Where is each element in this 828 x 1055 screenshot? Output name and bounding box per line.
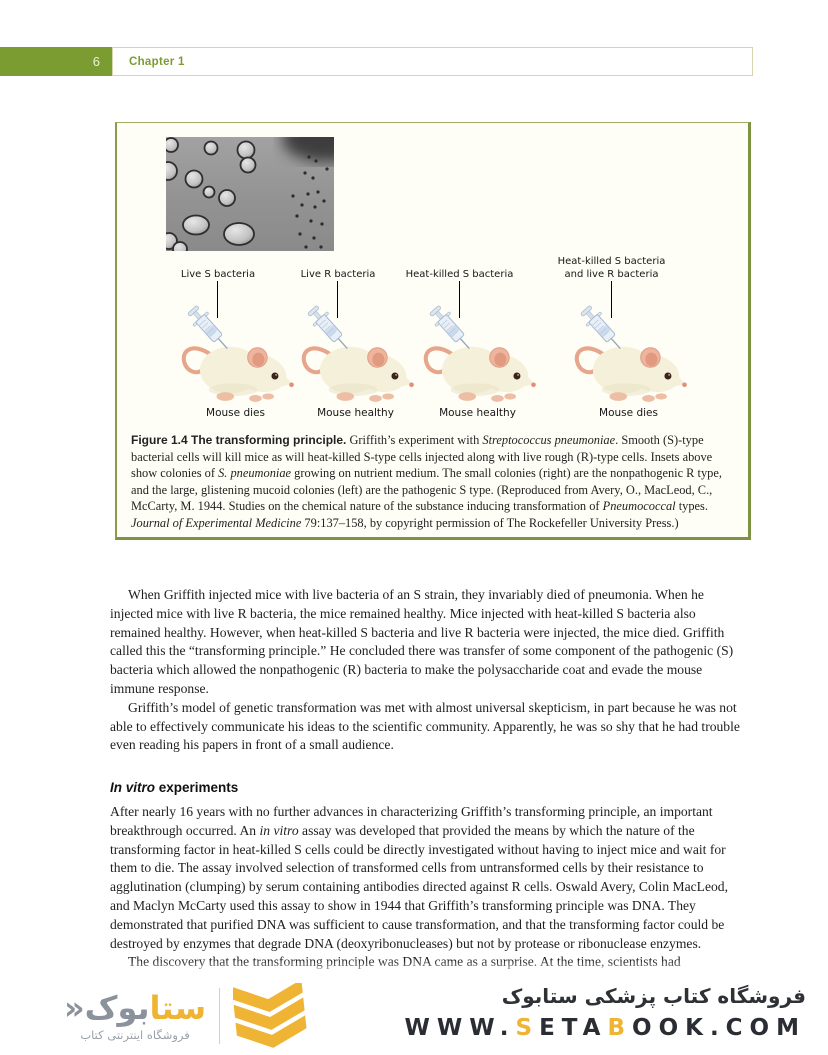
logo-tagline: فروشگاه اینترنتی کتاب bbox=[80, 1027, 190, 1042]
section-heading: In vitro experiments bbox=[110, 780, 239, 796]
injection-label: Live R bacteria bbox=[300, 268, 376, 280]
page-number: 6 bbox=[92, 54, 100, 69]
url-part: ETA bbox=[539, 1015, 608, 1041]
outcome-label: Mouse dies bbox=[599, 407, 658, 419]
paragraph: When Griffith injected mice with live bacteria of an S strain, they invariably died of pneumonia. When he injected mice with live R bacteria, the mice remained healthy. Mice injected with heat-killed S bacteria also remained healthy. However, when heat-killed S bacteria and live R bacteria were injected, the mice died. Griffith called this the “transforming principle.” He concluded there was transfer of some component of the pathogenic (S) bacteria which allowed the nonpathogenic (R) bacteria to make the polysaccharide coat and evade the mouse immune response. bbox=[110, 587, 734, 696]
figure-caption-lead: Figure 1.4 The transforming principle. bbox=[131, 433, 347, 447]
outcome-label: Mouse dies bbox=[206, 407, 265, 419]
mouse-illustration bbox=[173, 302, 298, 414]
url-part-yellow: S bbox=[515, 1015, 540, 1041]
injection-label: Heat-killed S bacteria bbox=[405, 268, 514, 280]
brand-name bbox=[64, 988, 207, 1027]
pointer-line bbox=[459, 281, 460, 318]
page-number-block bbox=[0, 47, 113, 76]
brand-part-gray: بوک bbox=[84, 988, 150, 1027]
injection-label: Live S bacteria bbox=[180, 268, 256, 280]
chapter-title: Chapter 1 bbox=[129, 55, 185, 68]
pointer-line bbox=[611, 281, 612, 318]
brand-part-yellow: ستا bbox=[149, 988, 207, 1027]
injection-label: Heat-killed S bacteria and live R bacteria bbox=[557, 256, 666, 280]
paragraph: After nearly 16 years with no further advances in characterizing Griffith’s transforming principle, an important breakthrough occurred. An in vitro assay was developed that provided the means by which the nature of the transforming factor in heat-killed S cells could be directly investigated without having to inject mice and wait for them to die. The assay involved selection of transformed cells from untransformed cells by their resistance to agglutination (clumping) by serum containing antibodies directed against R cells. Oswald Avery, Colin MacLeod, and Maclyn McCarty used this assay to show in 1944 that Griffith’s transforming principle was DNA. They demonstrated that purified DNA was sufficient to cause transformation, and that the transforming factor could be destroyed by enzymes that degrade DNA (deoxyribonucleases) but not by protease or ribonuclease enzymes. bbox=[110, 803, 728, 951]
url-part-yellow: B bbox=[607, 1015, 633, 1041]
figure-column bbox=[524, 251, 699, 425]
url-part: OOK.COM bbox=[632, 1015, 806, 1041]
body-text bbox=[110, 586, 748, 972]
figure-caption-text: Griffith’s experiment with Streptococcus pneumoniae. Smooth (S)-type bacterial cells will kill mice as will heat-killed S-type cells injected along with live rough (R)-type cells. Insets above show colonies of S. pneumoniae growing on nutrient medium. The small colonies (right) are the nonpathogenic R type, and the large, glistening mucoid colonies (left) are the pathogenic S type. (Reproduced from Avery, O., MacLeod, C., McCarty, M. 1944. Studies on the chemical nature of the substance inducing transformation of Pneumococcal types. Journal of Experimental Medicine 79:137–158, by copyright permission of The Rockefeller University Press.) bbox=[131, 433, 722, 530]
chevron-emblem-icon bbox=[233, 983, 307, 1049]
mouse-illustration bbox=[415, 302, 540, 414]
logo-wordmark bbox=[64, 988, 207, 1042]
outcome-label: Mouse healthy bbox=[439, 407, 516, 419]
figure-caption bbox=[131, 432, 739, 532]
figure-box bbox=[115, 122, 751, 540]
outcome-label: Mouse healthy bbox=[317, 407, 394, 419]
mouse-illustration bbox=[566, 302, 691, 414]
mouse-illustration bbox=[293, 302, 418, 414]
chapter-header-box bbox=[112, 47, 753, 76]
url-part: WWW. bbox=[404, 1015, 516, 1041]
colony-micrograph bbox=[166, 137, 334, 251]
pointer-line bbox=[217, 281, 218, 318]
guillemet-mark: « bbox=[64, 988, 85, 1027]
setabook-logo bbox=[64, 983, 307, 1049]
store-info bbox=[405, 984, 807, 1041]
paragraph: Griffith’s model of genetic transformation was met with almost universal skepticism, in part because he was not able to effectively communicate his ideas to the scientific community. Apparently, he was so shy that he had trouble even reading his papers in front of a small audience. bbox=[110, 699, 740, 753]
pointer-line bbox=[337, 281, 338, 318]
website-url[interactable] bbox=[405, 1015, 807, 1041]
store-title: فروشگاه کتاب پزشکی ستابوک bbox=[501, 984, 806, 1008]
watermark-footer bbox=[0, 977, 828, 1055]
logo-divider bbox=[219, 988, 220, 1044]
